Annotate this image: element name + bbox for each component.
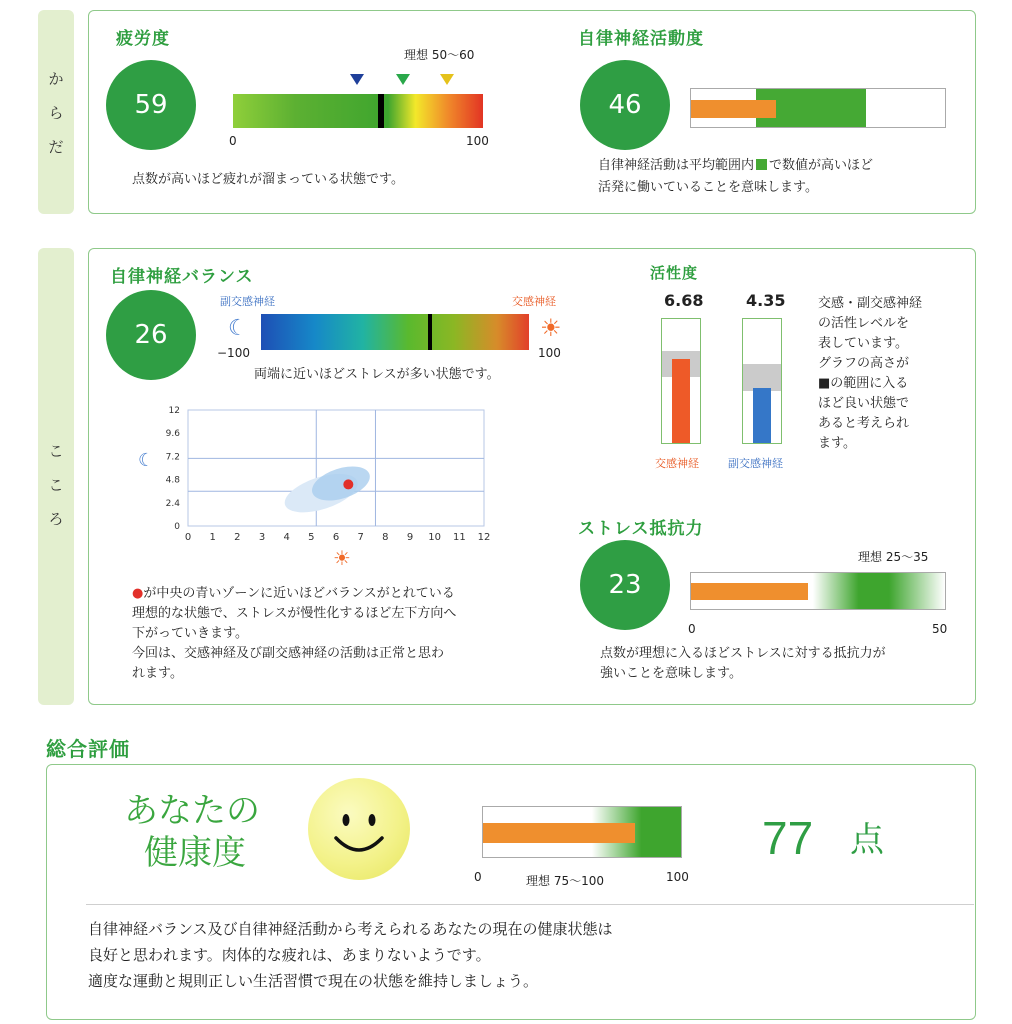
scatter-x-tick: 0 [184,532,192,543]
autonomic-activity-score-badge [580,60,670,150]
overall-score: 77 [762,812,814,864]
parasympathetic-label: 副交感神経 [220,295,275,308]
scatter-x-tick: 10 [428,532,442,543]
stress-desc-2: 強いことを意味します。 [600,666,742,681]
sym-label: 交感神経 [655,457,699,470]
tab-body-char: だ [48,138,64,156]
autonomic-activity-title: 自律神経活動度 [578,29,704,49]
scatter-x-tick: 7 [357,532,364,543]
tab-mind [38,248,74,705]
stress-desc-1: 点数が理想に入るほどストレスに対する抵抗力が [600,646,886,661]
autonomic-activity-desc-2: 活発に働いていることを意味します。 [598,180,818,195]
activity-note-line: 交感・副交感神経 [818,296,923,311]
fatigue-bar [233,94,483,128]
scatter-x-tick: 5 [308,532,315,543]
fatigue-needle [378,94,384,128]
autonomic-activity-desc-1 [598,156,873,176]
tab-body-char: か [48,70,64,88]
stress-max: 50 [932,622,948,636]
overall-comment-2: 良好と思われます。肉体的な疲れは、あまりないようです。 [88,946,491,964]
scatter-x-tick: 2 [234,532,241,543]
autonomic-activity-fill [691,100,776,118]
fatigue-description: 点数が高いほど疲れが溜まっている状態です。 [132,172,404,187]
activity-note-line: グラフの高さが [818,356,910,371]
overall-unit: 点 [850,820,884,860]
para-value: 4.35 [746,291,786,310]
smiley-face-icon [308,778,410,880]
tab-body [38,10,74,214]
autonomic-activity-score: 46 [608,90,642,120]
balance-needle [428,314,432,350]
balance-description: 両端に近いほどストレスが多い状態です。 [254,367,500,382]
scatter-note-1-text: が中央の青いゾーンに近いほどバランスがとれている [143,586,455,601]
overall-fill [483,823,635,843]
stress-score: 23 [608,570,642,600]
overall-heading-2: 健康度 [144,833,246,873]
moon-icon: ☾ [138,450,155,471]
para-ideal-range [743,364,781,391]
autonomic-desc-1b: で数値が高いほど [769,158,874,173]
overall-max: 100 [666,870,689,884]
tab-mind-char: こ [48,476,64,494]
scatter-note-2: 理想的な状態で、ストレスが慢性化するほど左下方向へ [132,606,457,621]
stress-bar [690,572,946,610]
scatter-y-tick: 12 [168,406,180,416]
overall-title: 総合評価 [46,737,130,761]
fatigue-title: 疲労度 [116,29,170,49]
red-dot-icon: ● [132,586,144,601]
activity-note-line: あると考えられ [818,416,910,431]
fatigue-ideal-label: 理想 50〜60 [404,48,475,62]
fatigue-score: 59 [134,90,168,120]
activity-note-line: ます。 [818,436,856,451]
autonomic-desc-1a: 自律神経活動は平均範囲内 [598,158,755,173]
scatter-note-1 [132,584,455,604]
scatter-x-tick: 11 [452,532,466,543]
sympathetic-label: 交感神経 [512,295,556,308]
stress-fill [691,583,808,600]
scatter-x-tick: 4 [283,532,290,543]
overall-comment-1: 自律神経バランス及び自律神経活動から考えられるあなたの現在の健康状態は [88,920,613,938]
activity-title: 活性度 [650,264,699,282]
sun-icon: ☀ [333,546,351,570]
tab-mind-char: こ [48,442,64,460]
scatter-x-tick: 9 [406,532,414,543]
stress-ideal-label: 理想 25〜35 [858,550,929,564]
overall-min: 0 [474,870,482,884]
overall-ideal-label: 理想 75〜100 [526,874,604,888]
fatigue-min: 0 [229,134,237,148]
scatter-x-tick: 12 [477,532,491,543]
fatigue-marker-mid [396,74,410,85]
balance-min: −100 [217,346,250,360]
balance-max: 100 [538,346,561,360]
scatter-x-tick: 1 [209,532,216,543]
fatigue-score-badge [106,60,196,150]
tab-body-char: ら [48,104,64,122]
scatter-x-tick: 6 [332,532,340,543]
scatter-y-tick: 4.8 [165,475,180,486]
activity-note [818,294,922,454]
scatter-y-tick: 0 [174,522,180,532]
stress-min: 0 [688,622,696,636]
moon-icon: ☾ [228,316,248,341]
activity-note-line: の活性レベルを [818,316,910,331]
smiley-svg [308,778,410,880]
scatter-note-4: 今回は、交感神経及び副交感神経の活動は正常と思わ [132,646,445,661]
balance-title: 自律神経バランス [110,267,254,287]
stress-title: ストレス抵抗力 [578,519,704,539]
tab-mind-char: ろ [48,510,64,528]
balance-score: 26 [134,320,168,350]
sym-fill [672,359,690,443]
scatter-chart [144,402,498,550]
scatter-x-tick: 8 [382,532,389,543]
scatter-point [343,479,353,489]
fatigue-marker-low [350,74,364,85]
balance-score-badge [106,290,196,380]
scatter-y-tick: 7.2 [165,452,180,463]
para-label: 副交感神経 [728,457,783,470]
overall-heading-1: あなたの [124,791,260,831]
activity-note-line: ■の範囲に入る [818,376,909,391]
sym-gauge [661,318,701,444]
scatter-note-3: 下がっていきます。 [132,626,248,641]
overall-divider [86,904,974,905]
scatter-y-tick: 9.6 [165,429,180,440]
autonomic-activity-bar [690,88,946,128]
scatter-y-tick: 2.4 [165,498,180,509]
overall-bar [482,806,682,858]
scatter-x-tick: 3 [258,532,266,543]
activity-note-line: 表しています。 [818,336,908,351]
fatigue-max: 100 [466,134,489,148]
scatter-note-5: れます。 [132,666,183,681]
para-fill [753,388,771,443]
para-gauge [742,318,782,444]
balance-bar [261,314,529,350]
sym-value: 6.68 [664,291,704,310]
activity-note-line: ほど良い状態で [818,396,910,411]
fatigue-marker-high [440,74,454,85]
scatter-svg [144,402,498,550]
green-square-icon [756,159,767,170]
overall-comment-3: 適度な運動と規則正しい生活習慣で現在の状態を維持しましょう。 [88,972,539,990]
overall-heading [124,790,260,874]
stress-score-badge [580,540,670,630]
sun-icon: ☀ [540,314,562,342]
scatter-plot-area [188,410,484,526]
